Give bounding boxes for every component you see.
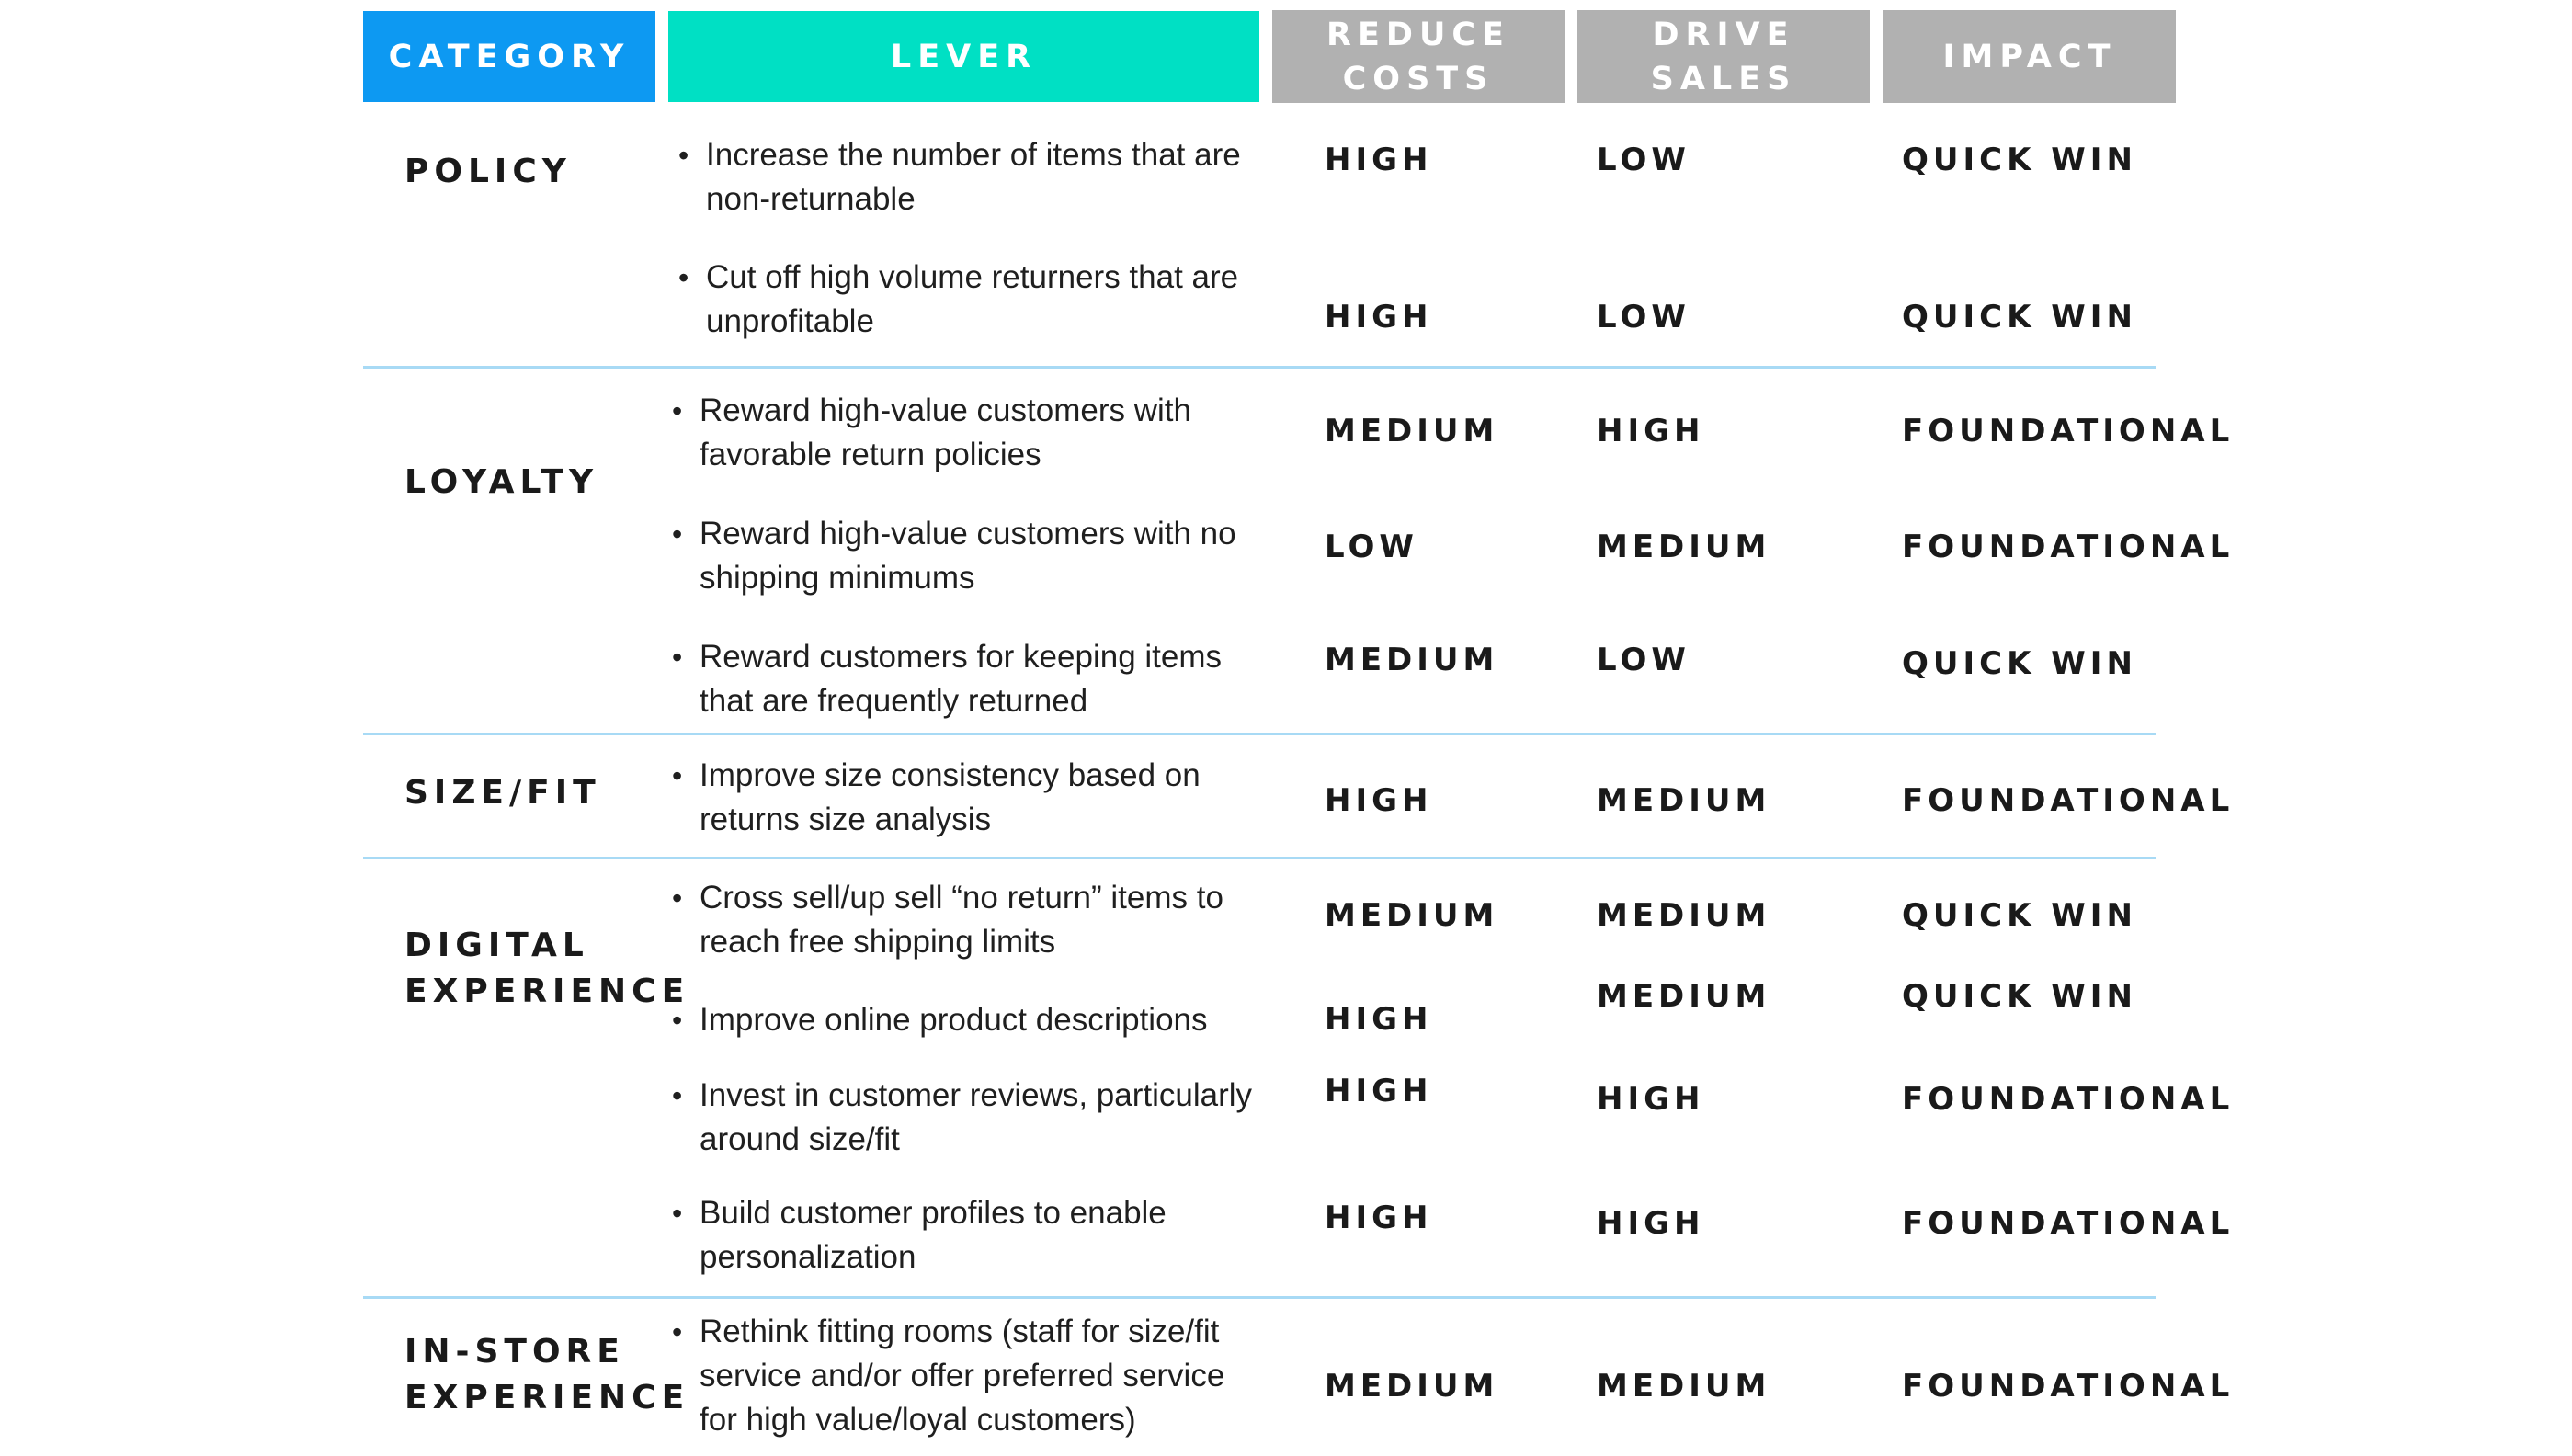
bullet-icon: • xyxy=(678,139,689,172)
lever-item xyxy=(672,389,1260,477)
lever-text: Cut off high volume returners that are unprofitable xyxy=(706,259,1239,339)
impact-rating: FOUNDATIONAL xyxy=(1902,413,2235,449)
lever-header-label: LEVER xyxy=(890,38,1038,75)
lever-text: Reward high-value customers with favorable return policies xyxy=(700,392,1191,472)
lever-text: Invest in customer reviews, particularly around size/fit xyxy=(700,1077,1253,1157)
category-header-label: CATEGORY xyxy=(388,38,631,75)
drive-sales-header-line-2: SALES xyxy=(1650,60,1797,97)
lever-item xyxy=(672,1191,1260,1280)
bullet-icon: • xyxy=(672,1079,683,1112)
drive-sales-rating: HIGH xyxy=(1597,413,1705,449)
bullet-icon: • xyxy=(672,394,683,427)
bullet-icon: • xyxy=(672,1004,683,1037)
reduce-costs-rating: MEDIUM xyxy=(1325,642,1499,678)
impact-rating: FOUNDATIONAL xyxy=(1902,529,2235,565)
reduce-costs-rating: MEDIUM xyxy=(1325,1368,1499,1405)
impact-column-header xyxy=(1883,10,2176,103)
lever-text: Improve size consistency based on returns size analysis xyxy=(700,757,1201,837)
reduce-costs-rating: HIGH xyxy=(1325,782,1433,819)
category-label-loyalty: LOYALTY xyxy=(404,463,599,501)
bullet-icon: • xyxy=(672,759,683,792)
impact-rating: QUICK WIN xyxy=(1902,142,2137,178)
lever-text: Rethink fitting rooms (staff for size/fit service and/or offer preferred service for high value/loyal customers) xyxy=(700,1314,1225,1438)
lever-item xyxy=(672,1310,1260,1442)
lever-text: Increase the number of items that are non-returnable xyxy=(706,137,1241,217)
lever-item xyxy=(672,512,1260,600)
lever-item xyxy=(672,1074,1260,1162)
bullet-icon: • xyxy=(672,1197,683,1230)
reduce-costs-rating: MEDIUM xyxy=(1325,897,1499,934)
lever-column-header xyxy=(668,11,1259,102)
impact-rating: FOUNDATIONAL xyxy=(1902,1368,2235,1405)
lever-item xyxy=(672,998,1260,1042)
reduce-costs-rating: LOW xyxy=(1325,529,1418,565)
section-divider xyxy=(363,1296,2156,1299)
lever-item xyxy=(672,876,1260,964)
reduce-costs-column-header xyxy=(1272,10,1565,103)
category-label-size-fit: SIZE/FIT xyxy=(404,774,601,812)
drive-sales-rating: MEDIUM xyxy=(1597,897,1771,934)
lever-text: Reward customers for keeping items that are frequently returned xyxy=(700,639,1222,719)
lever-text: Improve online product descriptions xyxy=(700,1002,1208,1038)
impact-rating: QUICK WIN xyxy=(1902,897,2137,934)
bullet-icon: • xyxy=(672,882,683,915)
drive-sales-rating: MEDIUM xyxy=(1597,782,1771,819)
lever-text: Build customer profiles to enable personalization xyxy=(700,1195,1167,1275)
impact-rating: QUICK WIN xyxy=(1902,645,2137,682)
lever-item xyxy=(678,256,1267,344)
lever-text: Cross sell/up sell “no return” items to reach free shipping limits xyxy=(700,880,1223,960)
impact-rating: FOUNDATIONAL xyxy=(1902,1081,2235,1118)
section-divider xyxy=(363,857,2156,859)
bullet-icon: • xyxy=(678,261,689,294)
drive-sales-rating: HIGH xyxy=(1597,1081,1705,1118)
reduce-costs-rating: MEDIUM xyxy=(1325,413,1499,449)
drive-sales-rating: LOW xyxy=(1597,142,1690,178)
drive-sales-rating: LOW xyxy=(1597,299,1690,336)
lever-item xyxy=(672,635,1260,723)
reduce-costs-rating: HIGH xyxy=(1325,142,1433,178)
impact-header-label: IMPACT xyxy=(1942,38,2117,75)
reduce-costs-header-line-1: REDUCE xyxy=(1326,16,1510,53)
impact-rating: FOUNDATIONAL xyxy=(1902,782,2235,819)
reduce-costs-rating: HIGH xyxy=(1325,299,1433,336)
category-label-policy: POLICY xyxy=(404,153,572,190)
drive-sales-rating: MEDIUM xyxy=(1597,1368,1771,1405)
drive-sales-rating: LOW xyxy=(1597,642,1690,678)
drive-sales-rating: HIGH xyxy=(1597,1205,1705,1242)
drive-sales-header-line-1: DRIVE xyxy=(1652,16,1795,53)
category-label-digital-experience: DIGITAL EXPERIENCE xyxy=(404,927,690,1010)
bullet-icon: • xyxy=(672,518,683,551)
category-label-in-store-experience: IN-STORE EXPERIENCE xyxy=(404,1333,690,1416)
bullet-icon: • xyxy=(672,1315,683,1348)
lever-item xyxy=(672,754,1260,842)
reduce-costs-rating: HIGH xyxy=(1325,1001,1433,1038)
reduce-costs-rating: HIGH xyxy=(1325,1073,1433,1109)
lever-text: Reward high-value customers with no shipping minimums xyxy=(700,516,1236,596)
impact-rating: FOUNDATIONAL xyxy=(1902,1205,2235,1242)
drive-sales-rating: MEDIUM xyxy=(1597,529,1771,565)
section-divider xyxy=(363,366,2156,369)
drive-sales-rating: MEDIUM xyxy=(1597,978,1771,1015)
impact-rating: QUICK WIN xyxy=(1902,299,2137,336)
impact-rating: QUICK WIN xyxy=(1902,978,2137,1015)
bullet-icon: • xyxy=(672,641,683,674)
reduce-costs-rating: HIGH xyxy=(1325,1200,1433,1236)
reduce-costs-header-line-2: COSTS xyxy=(1342,60,1495,97)
drive-sales-column-header xyxy=(1577,10,1870,103)
category-column-header xyxy=(363,11,655,102)
section-divider xyxy=(363,733,2156,735)
lever-item xyxy=(678,133,1267,222)
